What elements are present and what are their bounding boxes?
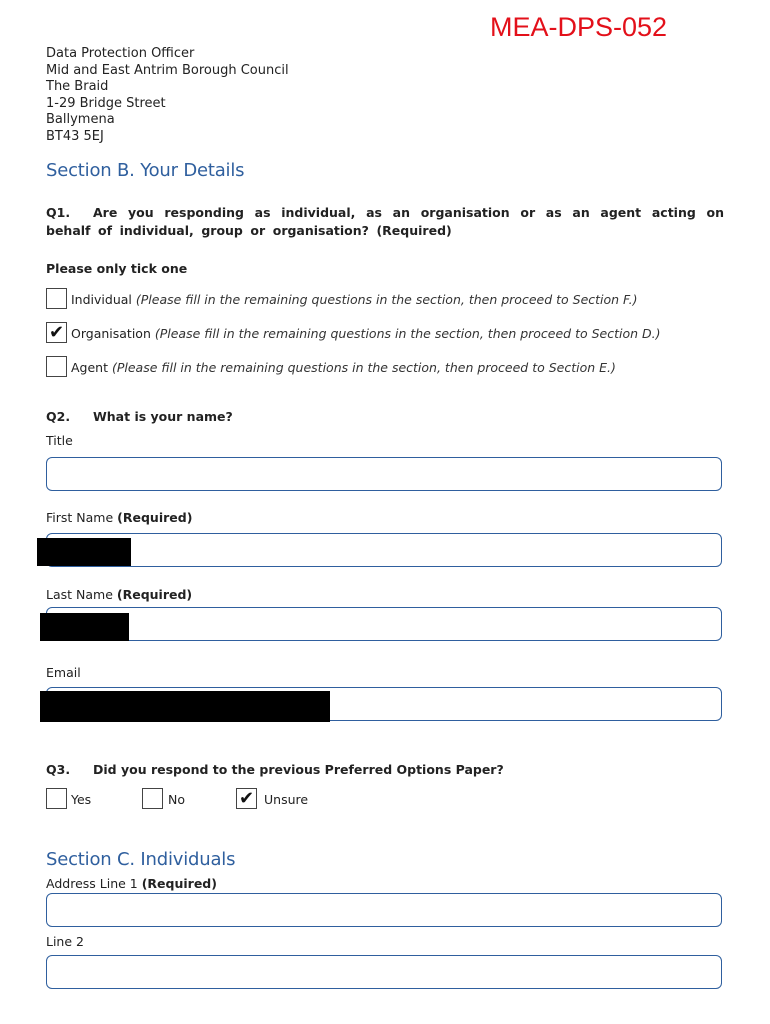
last-name-label — [46, 587, 192, 602]
section-b-title: Section B. Your Details — [46, 160, 245, 181]
address-line-1-label-text: Address Line 1 — [46, 876, 138, 891]
line-2-label: Line 2 — [46, 934, 84, 949]
individual-option — [71, 292, 637, 307]
address-line-1-field[interactable] — [46, 893, 722, 927]
unsure-label: Unsure — [264, 792, 309, 807]
tick-instruction: Please only tick one — [46, 261, 188, 276]
address-line: BT43 5EJ — [46, 128, 104, 144]
question-3-number: Q3. — [46, 762, 71, 777]
document-reference: MEA-DPS-052 — [490, 12, 668, 42]
question-2-text: What is your name? — [93, 409, 233, 424]
agent-label: Agent — [71, 360, 108, 375]
organisation-label: Organisation — [71, 326, 151, 341]
recipient-address — [46, 46, 289, 145]
agent-note: (Please fill in the remaining questions in the section, then proceed to Section E.) — [111, 360, 616, 375]
email-label: Email — [46, 665, 81, 680]
address-line: Ballymena — [46, 112, 115, 127]
required-marker: (Required) — [141, 876, 217, 891]
title-field[interactable] — [46, 457, 722, 491]
individual-note: (Please fill in the remaining questions in the section, then proceed to Section F.) — [135, 292, 638, 307]
address-line: The Braid — [46, 79, 109, 94]
title-label: Title — [46, 433, 73, 448]
required-marker: (Required) — [117, 510, 193, 525]
checkmark-icon: ✔ — [48, 322, 65, 343]
last-name-field[interactable] — [46, 607, 722, 641]
required-marker: (Required) — [116, 587, 193, 602]
line-2-field[interactable] — [46, 955, 722, 989]
question-1 — [46, 204, 724, 240]
first-name-label-text: First Name — [46, 510, 114, 525]
redaction-bar — [40, 613, 129, 641]
organisation-checkbox[interactable] — [46, 322, 67, 343]
no-label: No — [168, 792, 185, 807]
question-3 — [46, 762, 504, 777]
first-name-field[interactable] — [46, 533, 722, 567]
address-line: 1-29 Bridge Street — [46, 95, 166, 111]
yes-checkbox[interactable] — [46, 788, 67, 809]
question-2-number: Q2. — [46, 409, 71, 424]
organisation-option — [71, 326, 661, 341]
address-line: Mid and East Antrim Borough Council — [46, 62, 289, 78]
checkmark-icon: ✔ — [238, 788, 255, 809]
section-c-title: Section C. Individuals — [46, 849, 236, 870]
question-1-number: Q1. — [46, 205, 71, 220]
first-name-label — [46, 510, 192, 525]
agent-checkbox[interactable] — [46, 356, 67, 377]
redaction-bar — [37, 538, 131, 566]
address-line-1-label — [46, 876, 217, 891]
address-line: Data Protection Officer — [46, 46, 195, 61]
individual-checkbox[interactable] — [46, 288, 67, 309]
organisation-note: (Please fill in the remaining questions in the section, then proceed to Section D.) — [154, 326, 661, 341]
individual-label: Individual — [71, 292, 132, 307]
last-name-label-text: Last Name — [46, 587, 113, 602]
yes-label: Yes — [71, 792, 92, 807]
question-1-text: Are you responding as individual, as an organisation or as an agent acting on behalf of individual, group or organisation? (Required) — [46, 205, 724, 238]
agent-option — [71, 360, 616, 375]
redaction-bar — [40, 691, 330, 722]
no-checkbox[interactable] — [142, 788, 163, 809]
unsure-checkbox[interactable] — [236, 788, 257, 809]
question-2 — [46, 409, 233, 424]
question-3-text: Did you respond to the previous Preferred Options Paper? — [93, 762, 504, 777]
